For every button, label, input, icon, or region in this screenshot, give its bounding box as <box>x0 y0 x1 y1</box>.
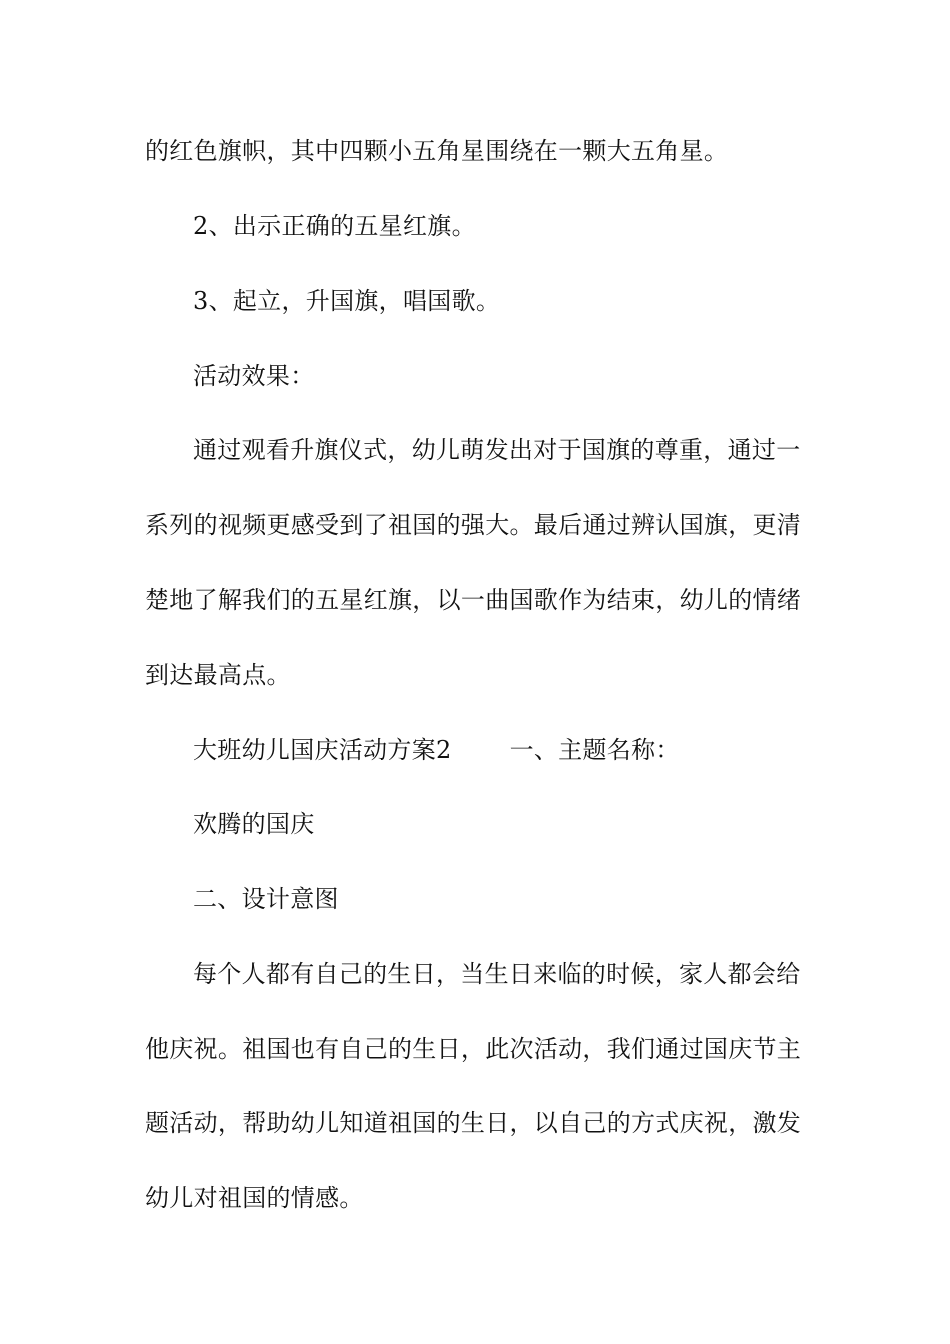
paragraph-line: 通过观看升旗仪式，幼儿萌发出对于国旗的尊重，通过一 <box>193 436 801 464</box>
section-heading: 活动效果： <box>193 362 315 390</box>
paragraph-line: 3、起立，升国旗，唱国歌。 <box>193 287 501 315</box>
paragraph-line: 每个人都有自己的生日，当生日来临的时候，家人都会给 <box>193 960 801 988</box>
paragraph-line: 幼儿对祖国的情感。 <box>145 1184 364 1212</box>
paragraph-line: 系列的视频更感受到了祖国的强大。最后通过辨认国旗，更清 <box>145 511 802 539</box>
document-title: 大班幼儿国庆活动方案2 <box>193 736 452 764</box>
paragraph-line: 欢腾的国庆 <box>193 810 315 838</box>
document-title-line <box>193 735 815 765</box>
paragraph-line: 楚地了解我们的五星红旗，以一曲国歌作为结束，幼儿的情绪 <box>145 586 802 614</box>
paragraph-line: 他庆祝。祖国也有自己的生日，此次活动，我们通过国庆节主 <box>145 1035 802 1063</box>
paragraph-line: 2、出示正确的五星红旗。 <box>193 212 476 240</box>
paragraph-line: 到达最高点。 <box>145 661 291 689</box>
paragraph-line: 题活动，帮助幼儿知道祖国的生日，以自己的方式庆祝，激发 <box>145 1109 802 1137</box>
section-heading: 一、主题名称： <box>509 736 680 764</box>
paragraph-line: 的红色旗帜，其中四颗小五角星围绕在一颗大五角星。 <box>145 137 729 165</box>
section-heading: 二、设计意图 <box>193 885 339 913</box>
